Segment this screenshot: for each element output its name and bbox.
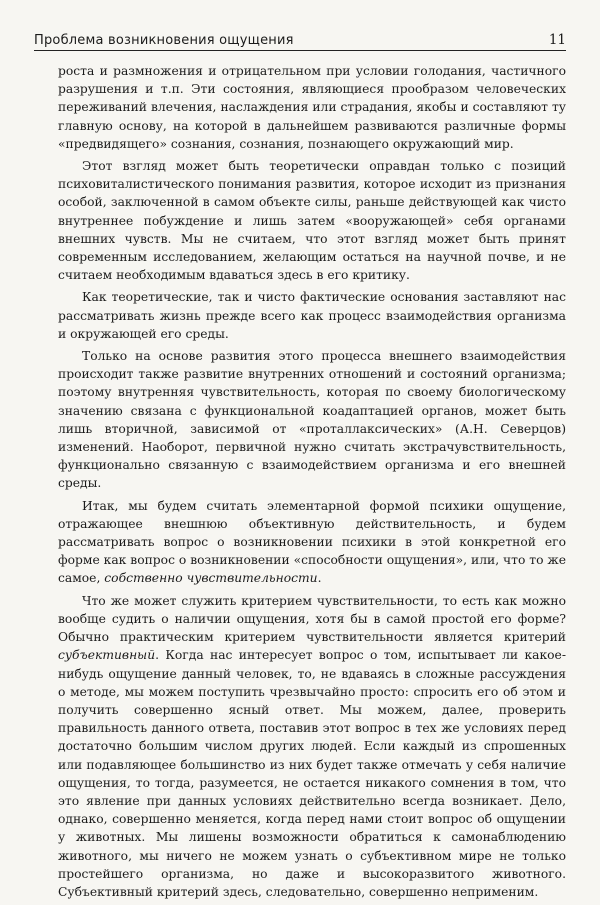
page-number: 11 (548, 32, 566, 48)
body-text (58, 62, 566, 905)
paragraph-5-end: . (317, 571, 322, 586)
paragraph-6 (58, 592, 566, 901)
paragraph-5-text: Итак, мы будем считать элементарной формой психики ощущение, отражающее внешнюю объективную действительность, и будем рассматривать вопрос о возникновении психики в этой конкретной его форме как вопрос о возникновении «способности ощущения», или, что то же самое, (58, 498, 566, 586)
paragraph-1: роста и размножения и отрицательном при условии голодания, частичного разрушения и т.п. Эти состояния, являющиеся прообразом человеческих переживаний влечения, наслаждения или страдания, якобы и составляют ту главную основу, на которой в дальнейшем развиваются различные формы «предвидящего» сознания, сознания, познающего окружающий мир. (58, 64, 566, 151)
paragraph-6-italic: субъективный (58, 648, 156, 663)
paragraph-4: Только на основе развития этого процесса внешнего взаимодействия происходит также развитие внутренних отношений и состояний организма; поэтому внутренняя чувствительность, которая по своему биологическому значению связана с функциональной коадаптацией органов, может быть лишь вторичной, зависимой от «проталлаксических» (А.Н. Северцов) изменений. Наоборот, первичной нужно считать экстрачувствительность, функционально связанную с взаимодействием организма и его внешней среды. (58, 349, 566, 491)
paragraph-5 (58, 497, 566, 588)
paragraph-3: Как теоретические, так и чисто фактические основания заставляют нас рассматривать жизнь прежде всего как процесс взаимодействия организма и окружающей его среды. (58, 290, 566, 341)
paragraph-6-after: . Когда нас интересует вопрос о том, испытывает ли какое-нибудь ощущение данный человек, то, не вдаваясь в сложные рассуждения о методе, мы можем поступить чрезвычайно просто: спросить его об этом и получить совершенно ясный ответ. Мы можем, далее, проверить правильность данного ответа, поставив этот вопрос в тех же условиях перед достаточно большим числом других людей. Если каждый из спрошенных или подавляющее большинство из них будет также отмечать у себя наличие ощущения, то тогда, разумеется, не остается никакого сомнения в том, что это явление при данных условиях действительно всегда возникает. Дело, однако, совершенно меняется, когда перед нами стоит вопрос об ощущении у животных. Мы лишены возможности обратиться к самонаблюдению животного, мы ничего не можем узнать о субъективном мире не только простейшего организма, но даже и высокоразвитого животного. Субъективный критерий здесь, следовательно, совершенно неприменим. (58, 648, 566, 899)
running-header (34, 30, 566, 51)
chapter-title: Проблема возникновения ощущения (34, 33, 294, 48)
paragraph-2: Этот взгляд может быть теоретически оправдан только с позиций психовиталистического понимания развития, которое исходит из признания особой, заключенной в самом объекте силы, раньше действующей как чисто внутреннее побуждение и лишь затем «вооружающей» себя органами внешних чувств. Мы не считаем, что этот взгляд может быть принят современным исследованием, желающим остаться на научной почве, и не считаем необходимым вдаваться здесь в его критику. (58, 159, 566, 283)
paragraph-6-before: Что же может служить критерием чувствительности, то есть как можно вообще судить о наличии ощущения, хотя бы в самой простой его форме? Обычно практическим критерием чувствительности является критерий (58, 593, 566, 645)
paragraph-5-italic: собственно чувствительности (104, 571, 318, 586)
